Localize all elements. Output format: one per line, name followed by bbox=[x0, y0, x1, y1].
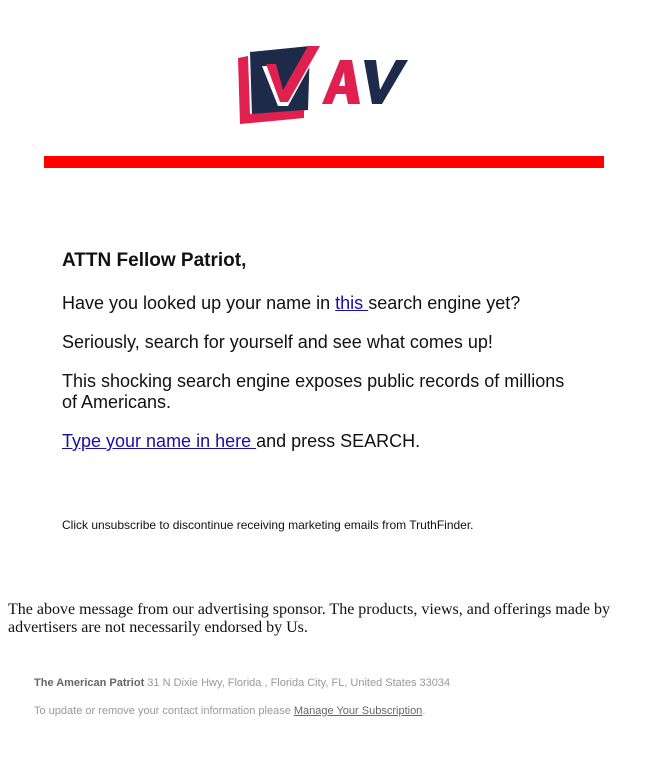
header-divider-bar bbox=[44, 156, 604, 168]
footer-street-address: 31 N Dixie Hwy, Florida , Florida City, FL, United States 33034 bbox=[144, 677, 451, 689]
sponsor-disclaimer: The above message from our advertising sponsor. The products, views, and offerings made by advertisers are not necessarily endorsed by Us. bbox=[8, 601, 610, 636]
paragraph-lookup bbox=[62, 293, 520, 314]
lookup-text-after: search engine yet? bbox=[368, 293, 521, 313]
footer-manage-subscription bbox=[34, 705, 425, 717]
paragraph-public-records: This shocking search engine exposes public records of millions of Americans. bbox=[62, 371, 565, 412]
brand-logo bbox=[236, 44, 412, 126]
press-search-text: and press SEARCH. bbox=[256, 431, 421, 451]
manage-prefix-text: To update or remove your contact information please bbox=[34, 705, 294, 717]
paragraph-search-yourself: Seriously, search for yourself and see what comes up! bbox=[62, 332, 493, 352]
paragraph-call-to-action bbox=[62, 431, 420, 452]
footer-address bbox=[34, 677, 450, 689]
unsubscribe-note: Click unsubscribe to discontinue receiving marketing emails from TruthFinder. bbox=[62, 518, 474, 532]
logo-text-av bbox=[322, 60, 408, 104]
this-search-engine-link[interactable]: this bbox=[335, 293, 369, 313]
greeting-heading: ATTN Fellow Patriot, bbox=[62, 250, 247, 271]
checkmark-box-icon bbox=[238, 46, 320, 124]
manage-suffix-text: . bbox=[422, 705, 426, 717]
footer-org-name: The American Patriot bbox=[34, 677, 145, 689]
lookup-text-before: Have you looked up your name in bbox=[62, 293, 336, 313]
type-your-name-link[interactable]: Type your name in here bbox=[62, 431, 257, 451]
manage-subscription-link[interactable]: Manage Your Subscription bbox=[293, 705, 423, 717]
